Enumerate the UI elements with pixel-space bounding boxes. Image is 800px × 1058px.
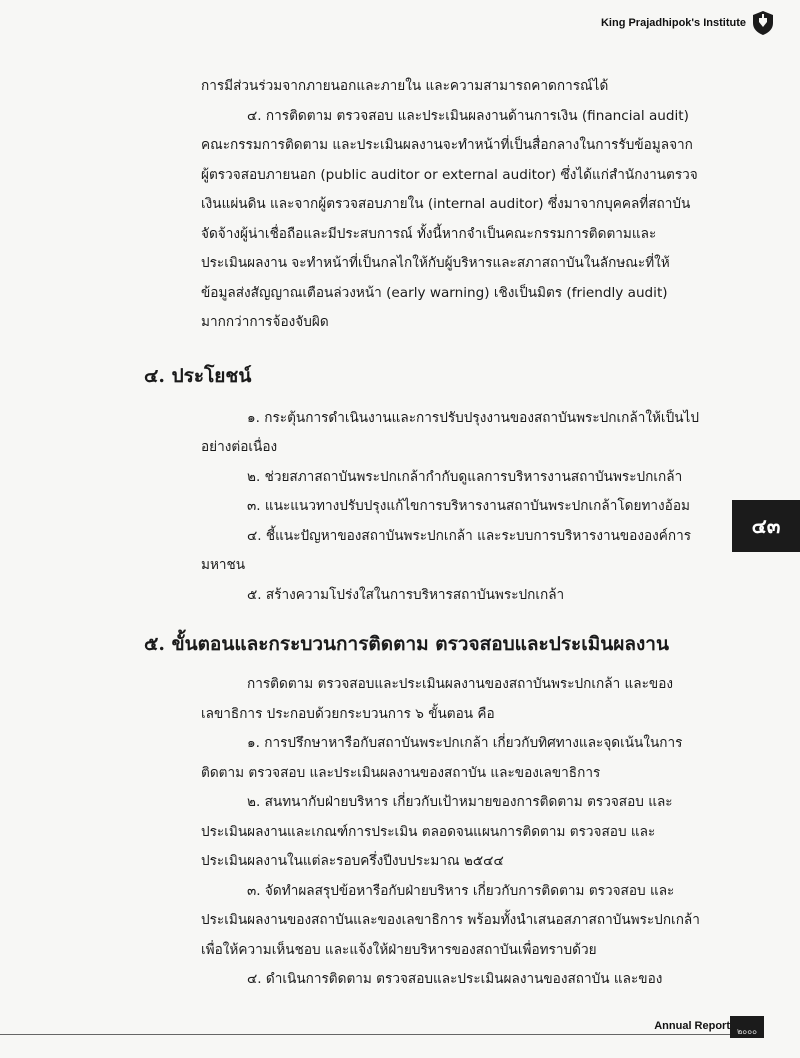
page-content xyxy=(144,72,700,995)
list-item: ๓. จัดทำผลสรุปข้อหารือกับฝ่ายบริหาร เกี่ยวกับการติดตาม ตรวจสอบ และประเมินผลงานของสถาบันและของเลขาธิการ พร้อมทั้งนำเสนอสภาสถาบันพระปกเกล้า เพื่อให้ความเห็นชอบ และแจ้งให้ฝ่ายบริหารของสถาบันเพื่อทราบด้วย xyxy=(201,882,700,958)
header-brand xyxy=(601,10,774,36)
list-item: ๒. ช่วยสภาสถาบันพระปกเกล้ากำกับดูแลการบริหารงานสถาบันพระปกเกล้า xyxy=(247,468,683,485)
page-number: ๔๓ xyxy=(751,514,781,538)
paragraph: ๔. การติดตาม ตรวจสอบ และประเมินผลงานด้านการเงิน (financial audit) คณะกรรมการติดตาม และประเมินผลงานจะทำหน้าที่เป็นสื่อกลางในการรับข้อมูลจากผู้ตรวจสอบภายนอก (public auditor or external auditor) ซึ่งได้แก่สำนักงานตรวจเงินแผ่นดิน และจากผู้ตรวจสอบภายใน (internal auditor) ซึ่งมาจากบุคคลที่สถาบันจัดจ้างผู้น่าเชื่อถือและมีประสบการณ์ ทั้งนี้หากจำเป็นคณะกรรมการติดตามและประเมินผลงาน จะทำหน้าที่เป็นกลไกให้กับผู้บริหารและสภาสถาบันในลักษณะที่ให้ข้อมูลส่งสัญญาณเตือนล่วงหน้า (early warning) เชิงเป็นมิตร (friendly audit) มากกว่าการจ้องจับผิด xyxy=(201,107,698,330)
institute-emblem-icon xyxy=(752,10,774,36)
footer-rule xyxy=(0,1034,730,1035)
footer-year: ๒๐๐๐ xyxy=(737,1027,757,1036)
list-item: ๕. สร้างความโปร่งใสในการบริหารสถาบันพระปกเกล้า xyxy=(247,586,565,603)
list-item: ๑. กระตุ้นการดำเนินงานและการปรับปรุงงานของสถาบันพระปกเกล้าให้เป็นไปอย่างต่อเนื่อง xyxy=(201,409,699,455)
paragraph: การมีส่วนร่วมจากภายนอกและภายใน และความสามารถคาดการณ์ได้ xyxy=(201,78,609,94)
section-heading-benefits: ๔. ประโยชน์ xyxy=(144,364,252,387)
list-item: ๒. สนทนากับฝ่ายบริหาร เกี่ยวกับเป้าหมายของการติดตาม ตรวจสอบ และประเมินผลงานและเกณฑ์การประเมิน ตลอดจนแผนการติดตาม ตรวจสอบ และประเมินผลงานในแต่ละรอบครึ่งปีงบประมาณ ๒๕๔๔ xyxy=(201,794,673,869)
list-item: ๔. ชี้แนะปัญหาของสถาบันพระปกเกล้า และระบบการบริหารงานขององค์การมหาชน xyxy=(201,527,692,573)
list-item: ๔. ดำเนินการติดตาม ตรวจสอบและประเมินผลงานของสถาบัน และของ xyxy=(247,971,663,987)
footer xyxy=(0,1008,800,1038)
institute-name: King Prajadhipok's Institute xyxy=(600,17,746,29)
page-number-tab xyxy=(732,500,800,552)
section-heading-process: ๕. ขั้นตอนและกระบวนการติดตาม ตรวจสอบและประเมินผลงาน xyxy=(144,633,669,655)
paragraph: การติดตาม ตรวจสอบและประเมินผลงานของสถาบันพระปกเกล้า และของเลขาธิการ ประกอบด้วยกระบวนการ ๖ ขั้นตอน คือ xyxy=(201,676,674,722)
footer-year-block xyxy=(730,1016,764,1038)
list-item: ๓. แนะแนวทางปรับปรุงแก้ไขการบริหารงานสถาบันพระปกเกล้าโดยทางอ้อม xyxy=(247,498,690,514)
footer-label: Annual Report xyxy=(654,1020,730,1032)
list-item: ๑. การปรึกษาหารือกับสถาบันพระปกเกล้า เกี่ยวกับทิศทางและจุดเน้นในการติดตาม ตรวจสอบ และประเมินผลงานของสถาบัน และของเลขาธิการ xyxy=(201,735,683,781)
